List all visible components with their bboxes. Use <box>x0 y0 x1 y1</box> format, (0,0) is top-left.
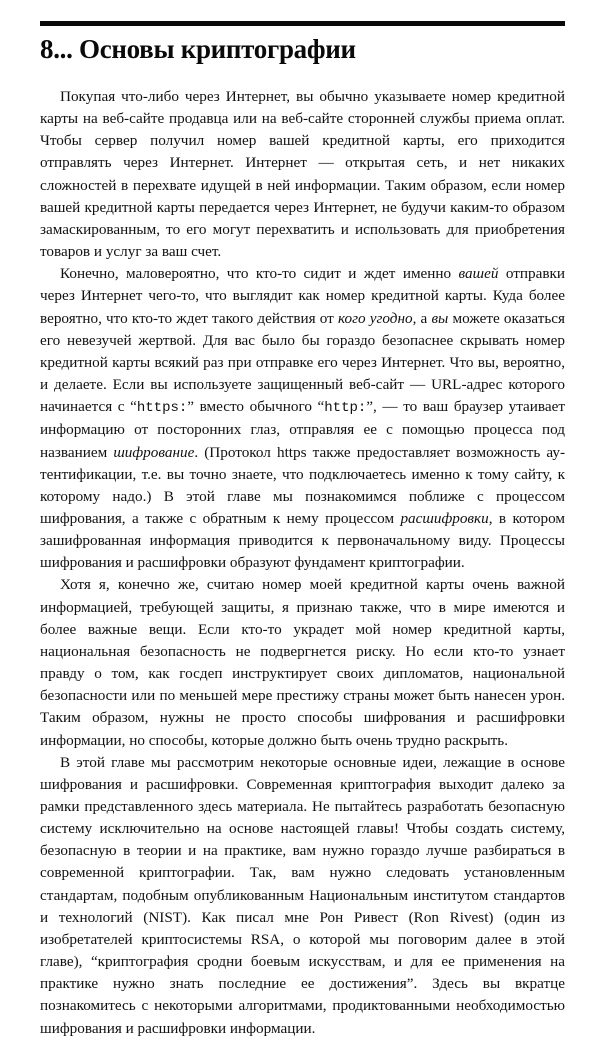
paragraph <box>40 752 565 1040</box>
chapter-number: 8... <box>40 34 73 64</box>
emphasized-term: шифрование <box>113 443 195 461</box>
text-segment: Конечно, маловероятно, что кто-то сидит и ждет именно <box>60 265 459 283</box>
paragraph <box>40 574 565 751</box>
emphasized-term: кого угодно <box>337 309 413 327</box>
code-literal: http: <box>324 400 367 417</box>
text-segment: Хотя я, конечно же, считаю номер моей кредитной карты очень важной информацией, требующей защиты, я признаю также, что в мире имеются и более важные вещи. Если кто-то украдет мой номер кредитной карты, национальная безопасность не подвергнется риску. Но если кто-то узнает правду о том, как госдеп инструктирует своих дипломатов, национальной безопасности или по меньшей мере престижу страны может быть нанесен урон. Таким образом, нужны не просто способы шифрования и расшифровки информации, но способы, которые должно быть очень трудно раскрыть. <box>40 576 565 749</box>
text-segment: , в котором зашифрованная информация приводится к первоначальному виду. Процессы шифрования и расшифровки образуют фундамент криптографии. <box>40 509 565 572</box>
text-segment: отправки через Интернет чего-то, что выглядит как номер кредитной карты. Куда более вероятно, что кто-то ждет такого действия от <box>40 265 565 327</box>
chapter-top-rule <box>40 21 565 26</box>
text-segment: В этой главе мы рассмотрим некоторые основные идеи, лежащие в основе шифрования и расшифровки. Современная криптография выходит далеко за рамки представленного здесь материала. Не пытайтесь разработать безопасную систему исключительно на основе настоящей главы! Чтобы создать систему, безопасную в теории и на практике, вам нужно гораздо лучше разбираться в современной криптографии. Так, вам нужно следовать установленным стандартам, подобным опубликованным Национальным институтом стандартов и технологий (NIST). Как писал мне Рон Ривест (Ron Rivest) (один из изобретателей криптосистемы RSA, о которой мы поговорим далее в этой главе), “криптография сродни боевым искусствам, и для ее применения на практике нужно знать последние ее достижения”. Здесь вы вкратце познакомитесь с некоторыми алгоритмами, продиктованными необходимостью шифрования и расшифровки информации. <box>40 753 565 1037</box>
text-segment: можете оказаться его невезучей жертвой. Для вас было бы гораздо безопаснее скрывать номер кредитной карты всякий раз при отправке его через Интернет. Что вы, вероятно, и делаете. Если вы используете защищенный веб-сайт — URL-адрес которого начинается с “ <box>40 309 565 416</box>
chapter-title <box>40 33 356 65</box>
chapter-title-text: Основы криптографии <box>79 34 356 64</box>
text-segment: ”, — то ваш браузер утаивает информацию от посторонних глаз, отправляя ее с помощью процесса под названием <box>40 398 565 461</box>
code-literal: https: <box>136 400 188 417</box>
emphasized-term: расшифровки <box>400 509 489 527</box>
emphasized-term: вашей <box>458 265 499 283</box>
emphasized-term: вы <box>431 309 449 327</box>
text-segment: . (Протокол https также предоставляет возможность аутентификации, т.е. вы точно знаете, что подключаетесь именно к тому сайту, к которому надо.) В этой главе мы познакомимся поближе с процессом шифрования, а также с обратным к нему процессом <box>40 443 566 527</box>
chapter-body <box>40 86 565 1040</box>
paragraph <box>40 263 565 574</box>
text-segment: ” вместо обычного “ <box>187 398 325 416</box>
paragraph <box>40 86 565 263</box>
text-segment: Покупая что-либо через Интернет, вы обычно указываете номер кредитной карты на веб-сайте продавца или на веб-сайте сторонней службы приема оплат. Чтобы сервер получил номер вашей кредитной карты, его приходится отправлять через Интернет. Интернет — открытая сеть, и нет никаких сложностей в перехвате идущей в ней информации. Таким образом, если номер вашей кредитной карты передается через Интернет, не будучи каким-то образом замаскированным, то его могут перехватить и использовать для приобретения товаров и услуг за ваш счет. <box>40 88 565 261</box>
text-segment: , а <box>412 309 432 327</box>
